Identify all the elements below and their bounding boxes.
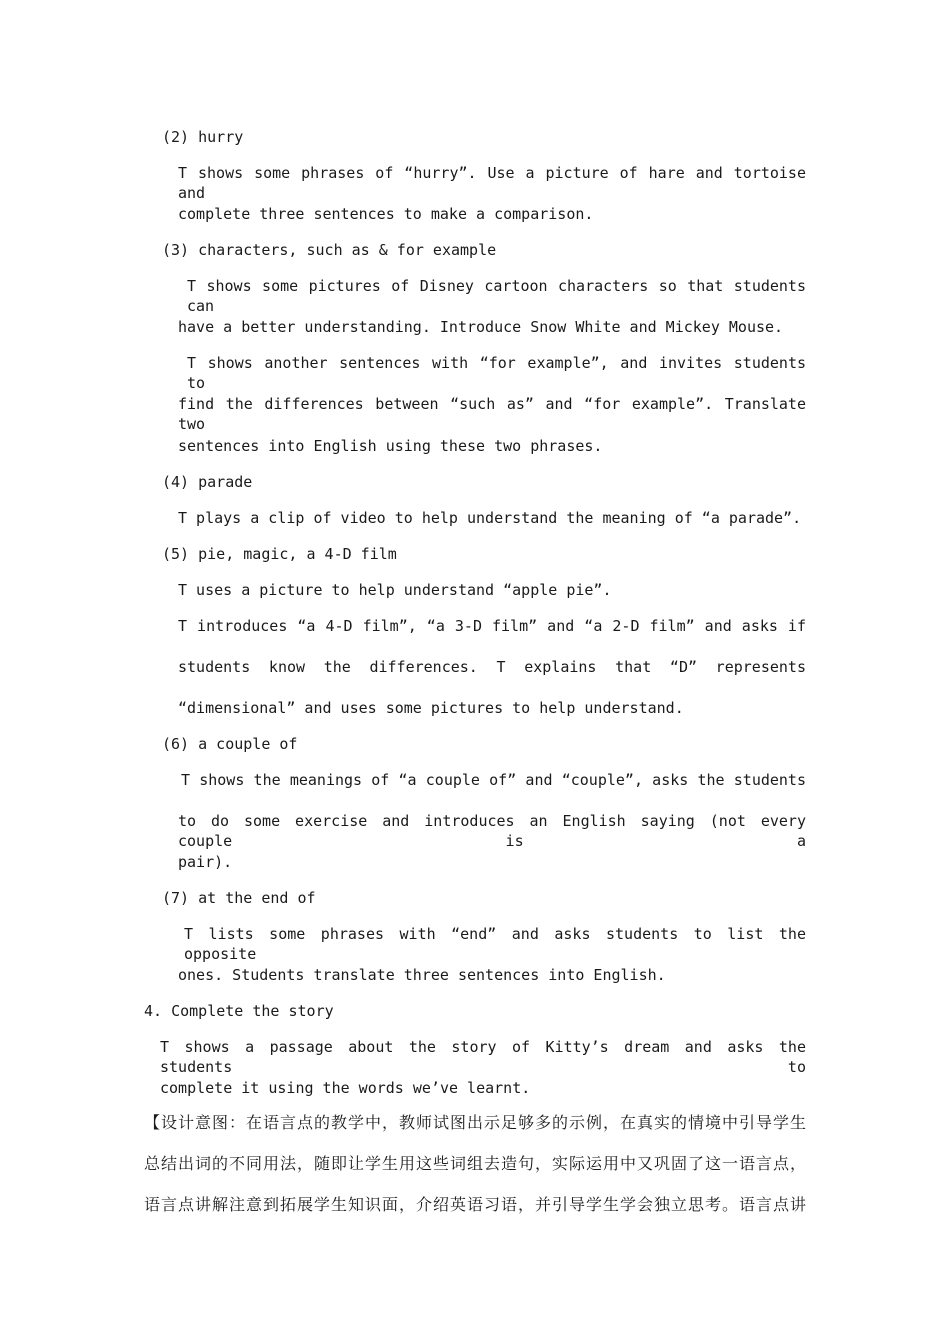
paragraph-line: complete it using the words we’ve learnt. [160,1079,531,1097]
paragraph-line: T uses a picture to help understand “apple pie”. [178,581,612,599]
paragraph-line: T introduces “a 4-D film”, “a 3-D film” and “a 2-D film” and asks if [178,617,806,635]
paragraph-line: find the differences between “such as” and “for example”. Translate two [178,395,806,433]
paragraph-line: complete three sentences to make a comparison. [178,205,594,223]
paragraph-line: to do some exercise and introduces an English saying (not every couple is a [178,812,806,850]
paragraph-line: “dimensional” and uses some pictures to help understand. [178,699,684,717]
design-intent-line: 语言点讲解注意到拓展学生知识面，介绍英语习语，并引导学生学会独立思考。语言点讲 [144,1195,806,1214]
paragraph-line: have a better understanding. Introduce Snow White and Mickey Mouse. [178,318,784,336]
heading-hurry: (2) hurry [162,128,244,146]
heading-parade: (4) parade [162,473,253,491]
paragraph-line: T plays a clip of video to help understand the meaning of “a parade”. [178,509,802,527]
design-intent-line: 【设计意图：在语言点的教学中，教师试图出示足够多的示例，在真实的情境中引导学生 [144,1113,806,1132]
paragraph-line: T shows another sentences with “for example”, and invites students to [187,354,806,392]
paragraph-line: T shows a passage about the story of Kitty’s dream and asks the students to [160,1038,806,1076]
heading-characters: (3) characters, such as & for example [162,241,497,259]
paragraph-line: pair). [178,853,233,871]
paragraph-line: T shows the meanings of “a couple of” and “couple”, asks the students [181,771,806,789]
section-heading: 4. Complete the story [144,1002,334,1020]
heading-couple: (6) a couple of [162,735,298,753]
paragraph-line: T lists some phrases with “end” and asks students to list the opposite [184,925,806,963]
paragraph-line: sentences into English using these two phrases. [178,437,603,455]
design-intent-line: 总结出词的不同用法，随即让学生用这些词组去造句，实际运用中又巩固了这一语言点， [144,1154,806,1173]
paragraph-line: T shows some phrases of “hurry”. Use a picture of hare and tortoise and [178,164,806,202]
paragraph-line: students know the differences. T explains that “D” represents [178,658,806,676]
paragraph-line: ones. Students translate three sentences into English. [178,966,666,984]
paragraph-line: T shows some pictures of Disney cartoon characters so that students can [187,277,806,315]
heading-end: (7) at the end of [162,889,316,907]
heading-pie: (5) pie, magic, a 4-D film [162,545,397,563]
